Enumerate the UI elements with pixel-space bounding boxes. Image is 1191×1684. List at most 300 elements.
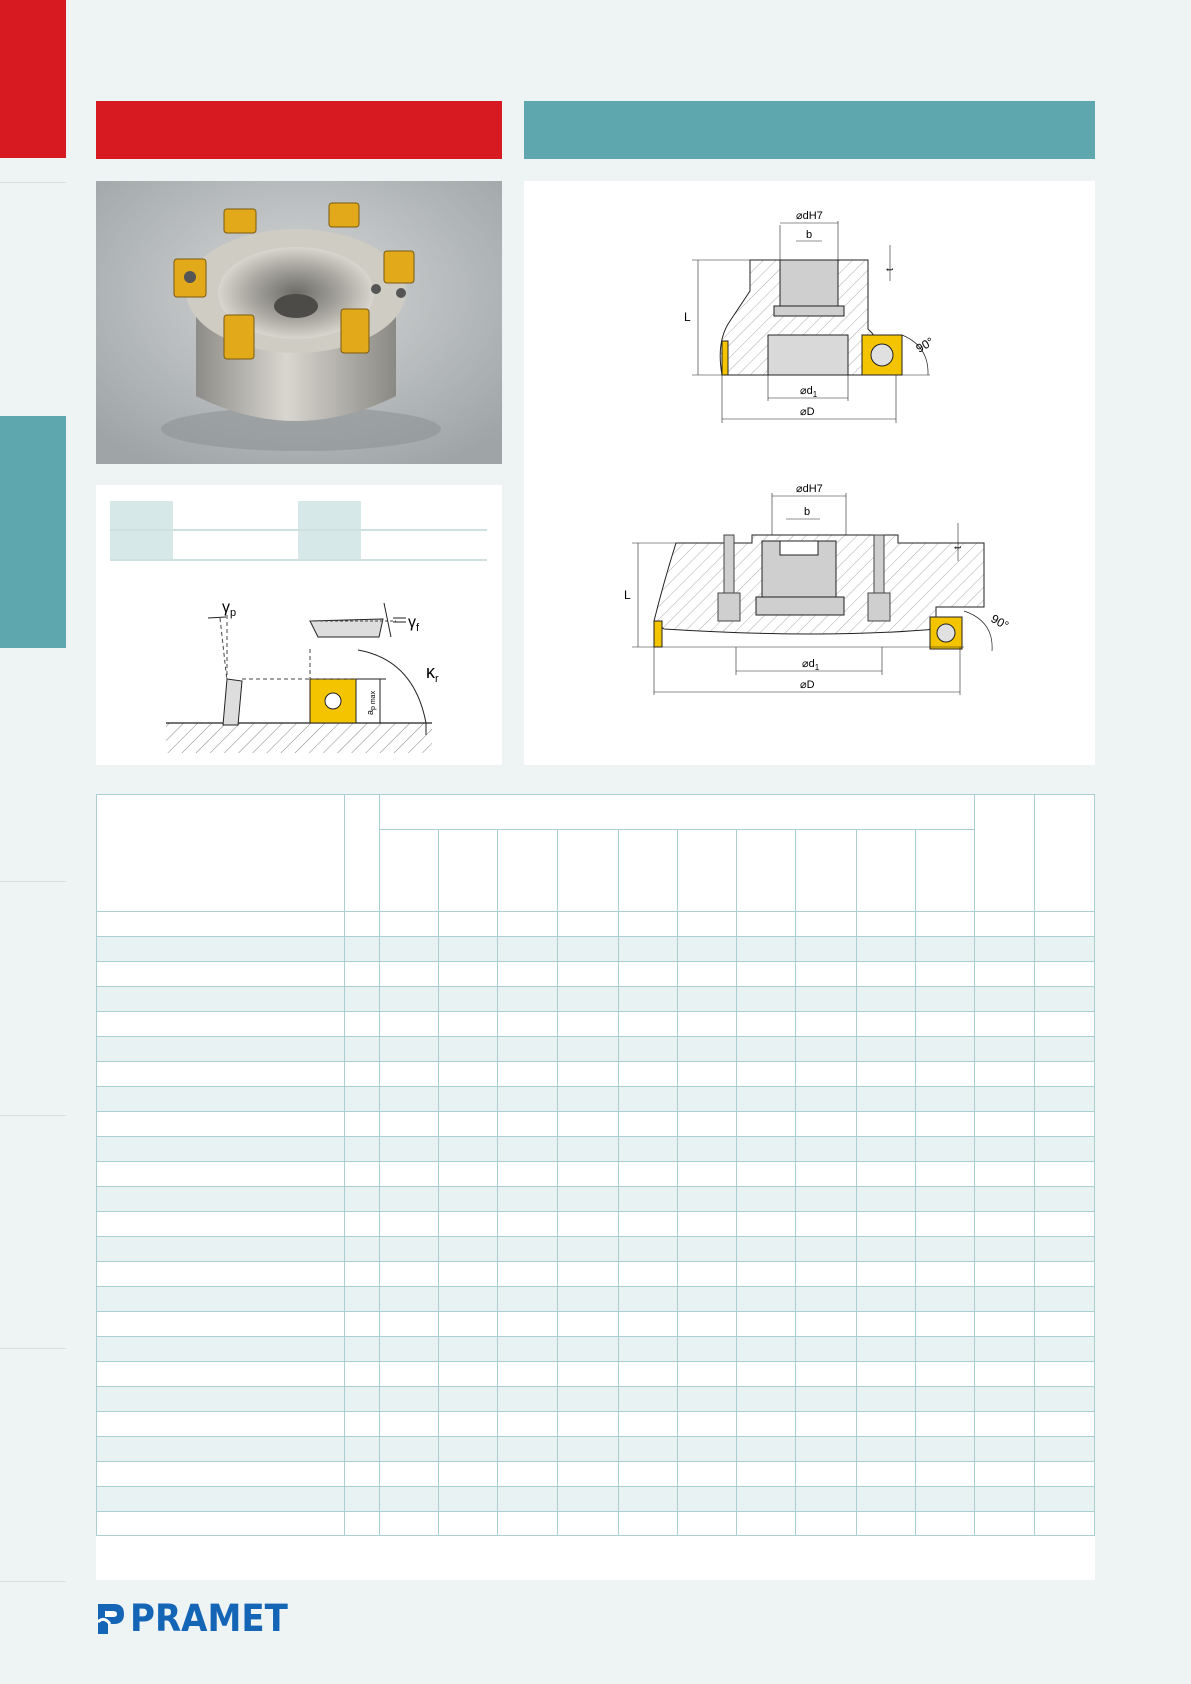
table-row [97, 937, 1095, 962]
table-cell [1034, 1387, 1094, 1412]
table-cell [975, 1087, 1034, 1112]
top-t-label: t [885, 268, 896, 271]
table-row [97, 987, 1095, 1012]
table-cell [97, 1187, 345, 1212]
table-cell [438, 1112, 497, 1137]
table-cell [618, 1337, 677, 1362]
table-row [97, 1212, 1095, 1237]
table-cell [796, 1487, 856, 1512]
table-cell [438, 1087, 497, 1112]
pramet-logo [96, 1597, 302, 1640]
table-cell [796, 1437, 856, 1462]
table-cell [558, 1237, 618, 1262]
table-cell [379, 1287, 438, 1312]
table-header-cell [344, 795, 379, 912]
table-cell [618, 1237, 677, 1262]
table-cell [438, 1162, 497, 1187]
table-header-cell [856, 830, 915, 912]
table-cell [856, 1237, 915, 1262]
table-cell [558, 1462, 618, 1487]
table-cell [344, 1137, 379, 1162]
table-cell [379, 1312, 438, 1337]
table-cell [618, 1362, 677, 1387]
table-header-cell [97, 795, 345, 912]
table-cell [379, 1212, 438, 1237]
table-cell [737, 1237, 796, 1262]
table-cell [498, 1412, 558, 1437]
table-cell [558, 1187, 618, 1212]
table-cell [915, 1062, 974, 1087]
table-cell [618, 1112, 677, 1137]
table-header-cell [438, 830, 497, 912]
table-cell [677, 1212, 736, 1237]
table-cell [438, 1437, 497, 1462]
table-cell [1034, 1037, 1094, 1062]
table-cell [344, 1012, 379, 1037]
table-cell [97, 1362, 345, 1387]
table-header-group [379, 795, 975, 830]
table-cell [379, 912, 438, 937]
table-cell [97, 987, 345, 1012]
table-cell [856, 962, 915, 987]
table-cell [618, 987, 677, 1012]
table-cell [796, 1037, 856, 1062]
table-cell [97, 1437, 345, 1462]
table-cell [344, 1187, 379, 1212]
table-cell [915, 1437, 974, 1462]
table-cell [618, 1312, 677, 1337]
table-cell [498, 1037, 558, 1062]
table-row [97, 1387, 1095, 1412]
table-cell [856, 1262, 915, 1287]
table-cell [975, 1237, 1034, 1262]
table-cell [1034, 912, 1094, 937]
table-cell [915, 1162, 974, 1187]
table-cell [618, 1137, 677, 1162]
table-cell [796, 962, 856, 987]
table-cell [558, 1312, 618, 1337]
table-cell [379, 1037, 438, 1062]
top-dh7-label: ⌀dH7 [796, 210, 823, 222]
table-cell [677, 1037, 736, 1062]
table-cell [677, 1112, 736, 1137]
table-cell [915, 1187, 974, 1212]
table-cell [737, 962, 796, 987]
table-cell [975, 1137, 1034, 1162]
table-cell [558, 1387, 618, 1412]
table-cell [796, 1362, 856, 1387]
table-cell [618, 1087, 677, 1112]
table-cell [498, 1512, 558, 1536]
table-cell [438, 1212, 497, 1237]
table-cell [498, 937, 558, 962]
bottom-D-label: ⌀D [800, 679, 815, 691]
side-tab-strip [0, 0, 66, 1684]
table-cell [796, 937, 856, 962]
table-cell [618, 1037, 677, 1062]
table-cell [915, 937, 974, 962]
insert-geometry-panel [96, 485, 502, 765]
side-tab-divider [0, 881, 66, 882]
bottom-b-label: b [804, 506, 811, 518]
table-row [97, 1137, 1095, 1162]
table-cell [344, 912, 379, 937]
table-cell [677, 1262, 736, 1287]
table-cell [915, 1112, 974, 1137]
table-cell [975, 1162, 1034, 1187]
table-cell [438, 1012, 497, 1037]
table-cell [618, 1462, 677, 1487]
table-cell [975, 1037, 1034, 1062]
table-cell [379, 1187, 438, 1212]
table-cell [97, 1312, 345, 1337]
table-cell [344, 1412, 379, 1437]
table-cell [97, 937, 345, 962]
table-cell [737, 1512, 796, 1536]
table-row [97, 1237, 1095, 1262]
table-cell [379, 1362, 438, 1387]
table-cell [856, 1312, 915, 1337]
table-cell [1034, 1162, 1094, 1187]
table-header-cell [618, 830, 677, 912]
table-cell [498, 962, 558, 987]
table-cell [558, 1162, 618, 1187]
table-cell [344, 1337, 379, 1362]
table-row [97, 1487, 1095, 1512]
table-cell [975, 1362, 1034, 1387]
table-cell [677, 1487, 736, 1512]
table-cell [379, 1112, 438, 1137]
table-cell [344, 1087, 379, 1112]
table-cell [618, 1437, 677, 1462]
table-cell [379, 962, 438, 987]
table-cell [737, 1312, 796, 1337]
table-cell [438, 1262, 497, 1287]
table-cell [379, 1087, 438, 1112]
table-cell [856, 1162, 915, 1187]
table-cell [498, 912, 558, 937]
table-cell [344, 1262, 379, 1287]
table-cell [856, 1137, 915, 1162]
table-cell [796, 1387, 856, 1412]
table-cell [97, 1212, 345, 1237]
table-cell [379, 1462, 438, 1487]
table-cell [796, 1237, 856, 1262]
table-cell [677, 1337, 736, 1362]
table-row [97, 912, 1095, 937]
table-cell [856, 1387, 915, 1412]
table-cell [558, 987, 618, 1012]
table-cell [1034, 1287, 1094, 1312]
table-cell [558, 1037, 618, 1062]
table-cell [677, 937, 736, 962]
table-cell [1034, 937, 1094, 962]
table-cell [1034, 1062, 1094, 1087]
table-cell [796, 1312, 856, 1337]
table-row [97, 962, 1095, 987]
table-cell [975, 987, 1034, 1012]
table-row [97, 1187, 1095, 1212]
table-cell [796, 987, 856, 1012]
table-cell [796, 1012, 856, 1037]
table-cell [498, 1087, 558, 1112]
table-cell [558, 1412, 618, 1437]
table-cell [856, 1437, 915, 1462]
table-cell [975, 1312, 1034, 1337]
table-cell [915, 1237, 974, 1262]
table-cell [737, 1037, 796, 1062]
table-cell [558, 1262, 618, 1287]
table-cell [677, 912, 736, 937]
table-cell [558, 1087, 618, 1112]
table-cell [438, 1237, 497, 1262]
drawing-small-cutter [684, 210, 936, 423]
table-cell [677, 1162, 736, 1187]
table-header-cell [677, 830, 736, 912]
table-cell [438, 1062, 497, 1087]
bottom-angle-label: 90° [988, 611, 1012, 633]
table-cell [915, 1037, 974, 1062]
table-cell [975, 1262, 1034, 1287]
table-cell [344, 937, 379, 962]
table-cell [344, 1212, 379, 1237]
table-cell [1034, 1312, 1094, 1337]
table-cell [1034, 962, 1094, 987]
table-row [97, 1287, 1095, 1312]
table-cell [498, 1162, 558, 1187]
table-cell [1034, 987, 1094, 1012]
table-cell [379, 1412, 438, 1437]
table-cell [1034, 1337, 1094, 1362]
table-cell [737, 1012, 796, 1037]
table-cell [498, 1012, 558, 1037]
table-cell [915, 1362, 974, 1387]
table-cell [344, 1062, 379, 1087]
table-cell [915, 912, 974, 937]
bottom-dh7-label: ⌀dH7 [796, 483, 823, 495]
table-cell [97, 1462, 345, 1487]
product-photo [96, 181, 502, 464]
table-cell [915, 1137, 974, 1162]
table-cell [856, 1112, 915, 1137]
table-cell [796, 1512, 856, 1536]
table-cell [558, 1512, 618, 1536]
table-cell [856, 1512, 915, 1536]
section-header-red [96, 101, 502, 159]
table-cell [97, 912, 345, 937]
table-cell [438, 1362, 497, 1387]
table-cell [856, 987, 915, 1012]
table-cell [796, 1162, 856, 1187]
side-tab-divider [0, 1115, 66, 1116]
table-cell [796, 912, 856, 937]
table-cell [796, 1462, 856, 1487]
table-cell [1034, 1412, 1094, 1437]
table-cell [379, 937, 438, 962]
table-cell [975, 1012, 1034, 1037]
table-cell [498, 1237, 558, 1262]
table-cell [438, 937, 497, 962]
table-cell [796, 1137, 856, 1162]
table-cell [915, 1012, 974, 1037]
table-cell [975, 1412, 1034, 1437]
specification-table [96, 794, 1095, 1580]
table-cell [975, 1062, 1034, 1087]
table-cell [558, 1287, 618, 1312]
table-cell [975, 1212, 1034, 1237]
table-cell [438, 1487, 497, 1512]
table-cell [677, 1362, 736, 1387]
table-cell [97, 1037, 345, 1062]
table-cell [856, 1362, 915, 1387]
table-cell [677, 1137, 736, 1162]
table-cell [737, 1137, 796, 1162]
table-cell [618, 962, 677, 987]
top-b-label: b [806, 229, 813, 241]
table-cell [1034, 1437, 1094, 1462]
table-cell [975, 1437, 1034, 1462]
table-cell [618, 1012, 677, 1037]
table-cell [796, 1262, 856, 1287]
table-cell [975, 1187, 1034, 1212]
table-cell [796, 1062, 856, 1087]
table-cell [438, 1412, 497, 1437]
table-cell [975, 937, 1034, 962]
table-cell [915, 1462, 974, 1487]
table-cell [1034, 1262, 1094, 1287]
side-tab-teal[interactable] [0, 416, 66, 648]
gamma-p-label: $\gamma_p$ [222, 599, 237, 619]
table-cell [344, 1237, 379, 1262]
table-cell [344, 1437, 379, 1462]
table-row [97, 1462, 1095, 1487]
table-cell [915, 1262, 974, 1287]
table-cell [344, 1512, 379, 1536]
table-cell [677, 1287, 736, 1312]
table-cell [558, 1362, 618, 1387]
table-row [97, 1262, 1095, 1287]
table-header-cell [1034, 795, 1094, 912]
table-cell [677, 1312, 736, 1337]
table-cell [558, 1062, 618, 1087]
table-cell [97, 1087, 345, 1112]
table-cell [737, 1412, 796, 1437]
table-cell [737, 1187, 796, 1212]
table-cell [856, 1012, 915, 1037]
table-cell [975, 1512, 1034, 1536]
table-header-cell [796, 830, 856, 912]
table-cell [344, 1487, 379, 1512]
table-cell [379, 1512, 438, 1536]
table-row [97, 1087, 1095, 1112]
geometry-diagram [96, 485, 502, 765]
table-cell [438, 1462, 497, 1487]
table-cell [737, 987, 796, 1012]
table-cell [618, 1162, 677, 1187]
table-cell [618, 1287, 677, 1312]
table-cell [558, 1337, 618, 1362]
table-cell [344, 987, 379, 1012]
table-cell [438, 1312, 497, 1337]
table-header-cell [975, 795, 1034, 912]
table-cell [915, 1087, 974, 1112]
table-cell [856, 1212, 915, 1237]
table-cell [1034, 1362, 1094, 1387]
table-row [97, 1362, 1095, 1387]
table-row [97, 1112, 1095, 1137]
table-cell [856, 1487, 915, 1512]
table-cell [737, 1162, 796, 1187]
table-cell [558, 962, 618, 987]
table-cell [677, 1237, 736, 1262]
table-cell [796, 1412, 856, 1437]
table-header-cell [915, 830, 974, 912]
table-cell [975, 1487, 1034, 1512]
table-cell [438, 962, 497, 987]
side-tab-divider [0, 1348, 66, 1349]
table-row [97, 1062, 1095, 1087]
table-body [97, 912, 1095, 1536]
table-cell [856, 1187, 915, 1212]
table-cell [975, 1337, 1034, 1362]
table-cell [498, 1462, 558, 1487]
table-cell [498, 1187, 558, 1212]
ap-max-label: $a_{p max}$ [365, 690, 377, 715]
top-L-label: L [684, 310, 691, 324]
drawing-large-cutter [624, 483, 1011, 695]
table-cell [97, 1162, 345, 1187]
table-cell [438, 1137, 497, 1162]
table-header-cell [379, 830, 438, 912]
table-cell [379, 1062, 438, 1087]
table-cell [97, 1412, 345, 1437]
table-cell [975, 1287, 1034, 1312]
table-cell [737, 1262, 796, 1287]
table-header-cell [737, 830, 796, 912]
table-cell [856, 1287, 915, 1312]
side-tab-red[interactable] [0, 0, 66, 158]
top-d1-label: $⌀d_1$ [800, 385, 818, 399]
top-D-label: ⌀D [800, 406, 815, 418]
table-cell [796, 1287, 856, 1312]
table-cell [677, 1512, 736, 1536]
table-cell [438, 1187, 497, 1212]
table-cell [558, 1012, 618, 1037]
table-cell [498, 1362, 558, 1387]
table-cell [915, 1512, 974, 1536]
technical-drawing-panel [524, 181, 1095, 765]
table-cell [379, 1162, 438, 1187]
table-cell [677, 987, 736, 1012]
table-cell [97, 1062, 345, 1087]
table-cell [915, 1337, 974, 1362]
table-cell [498, 1062, 558, 1087]
table-cell [558, 912, 618, 937]
table-cell [498, 1437, 558, 1462]
table-cell [379, 987, 438, 1012]
table-cell [618, 937, 677, 962]
table-cell [618, 1487, 677, 1512]
table-row [97, 1337, 1095, 1362]
table-cell [856, 1462, 915, 1487]
side-tab-divider [0, 1581, 66, 1582]
table-row [97, 1037, 1095, 1062]
table-cell [498, 1287, 558, 1312]
table-cell [558, 1487, 618, 1512]
table-cell [796, 1212, 856, 1237]
table-cell [915, 1412, 974, 1437]
table-cell [498, 1112, 558, 1137]
